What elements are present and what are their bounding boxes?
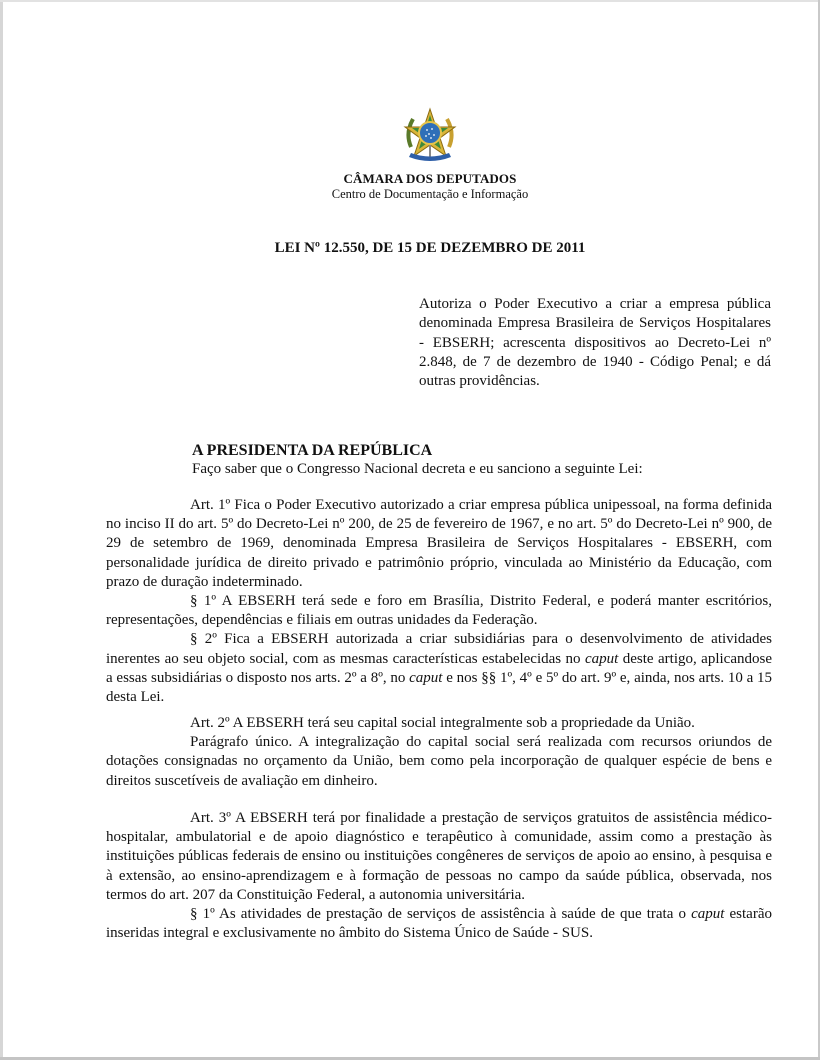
art1-caput: Art. 1º Fica o Poder Executivo autorizado a criar empresa pública unipessoal, na forma definida no inciso II do art. 5º do Decreto-Lei nº 200, de 25 de fevereiro de 1967, e no art. 5º do Decreto-Lei nº 900, de 29 de setembro de 1969, denominada Empresa Brasileira de Serviços Hospitalares - EBSERH, com personalidade jurídica de direito privado e patrimônio próprio, vinculada ao Ministério da Educação, com prazo de duração indeterminado. bbox=[106, 497, 772, 590]
art1-paragraph-1: § 1º A EBSERH terá sede e foro em Brasília, Distrito Federal, e poderá manter escritórios, representações, dependências e filiais em outras unidades da Federação. bbox=[106, 593, 772, 629]
art1-paragraph-2: § 2º Fica a EBSERH autorizada a criar subsidiárias para o desenvolvimento de atividades inerentes ao seu objeto social, com as mesmas características estabelecidas no caput deste artigo, aplicandose a essas subsidiárias o disposto nos arts. 2º a 8º, no caput e nos §§ 1º, 4º e 5º do art. 9º e, ainda, nos arts. 10 a 15 desta Lei. bbox=[106, 631, 773, 706]
article-3 bbox=[106, 809, 772, 943]
institution-name: CÂMARA DOS DEPUTADOS bbox=[343, 171, 517, 186]
preamble-heading: A PRESIDENTA DA REPÚBLICA bbox=[192, 442, 433, 459]
art2-paragrafo-unico: Parágrafo único. A integralização do capital social será realizada com recursos oriundos de dotações consignadas no orçamento da União, bem como pela incorporação de qualquer espécie de bens e direitos suscetíveis de avaliação em dinheiro. bbox=[106, 734, 772, 789]
page-edge bbox=[0, 0, 820, 2]
brazil-coat-of-arms-icon bbox=[401, 107, 459, 165]
art2-caput: Art. 2º A EBSERH terá seu capital social integralmente sob a propriedade da União. bbox=[190, 715, 695, 731]
article-2 bbox=[106, 714, 772, 791]
page-edge bbox=[0, 0, 3, 1060]
art3-paragraph-1: § 1º As atividades de prestação de serviços de assistência à saúde de que trata o caput estarão inseridas integral e exclusivamente no âmbito do Sistema Único de Saúde - SUS. bbox=[106, 906, 772, 942]
preamble-text: Faço saber que o Congresso Nacional decreta e eu sanciono a seguinte Lei: bbox=[192, 461, 643, 477]
article-1 bbox=[106, 496, 772, 707]
law-title: LEI Nº 12.550, DE 15 DE DEZEMBRO DE 2011 bbox=[274, 240, 586, 256]
ementa: Autoriza o Poder Executivo a criar a empresa pública denominada Empresa Brasileira de Serviços Hospitalares - EBSERH; acrescenta dispositivos ao Decreto-Lei nº 2.848, de 7 de dezembro de 1940 - Código Penal; e dá outras providências. bbox=[419, 296, 771, 390]
art3-caput: Art. 3º A EBSERH terá por finalidade a prestação de serviços gratuitos de assistência médico-hospitalar, ambulatorial e de apoio diagnóstico e terapêutico à comunidade, assim como a prestação às instituições públicas federais de ensino ou instituições congêneres de serviços de apoio ao ensino, à pesquisa e à extensão, ao ensino-aprendizagem e à formação de pessoas no campo da saúde pública, observada, nos termos do art. 207 da Constituição Federal, a autonomia universitária. bbox=[106, 810, 772, 903]
department-name: Centro de Documentação e Informação bbox=[331, 187, 529, 201]
